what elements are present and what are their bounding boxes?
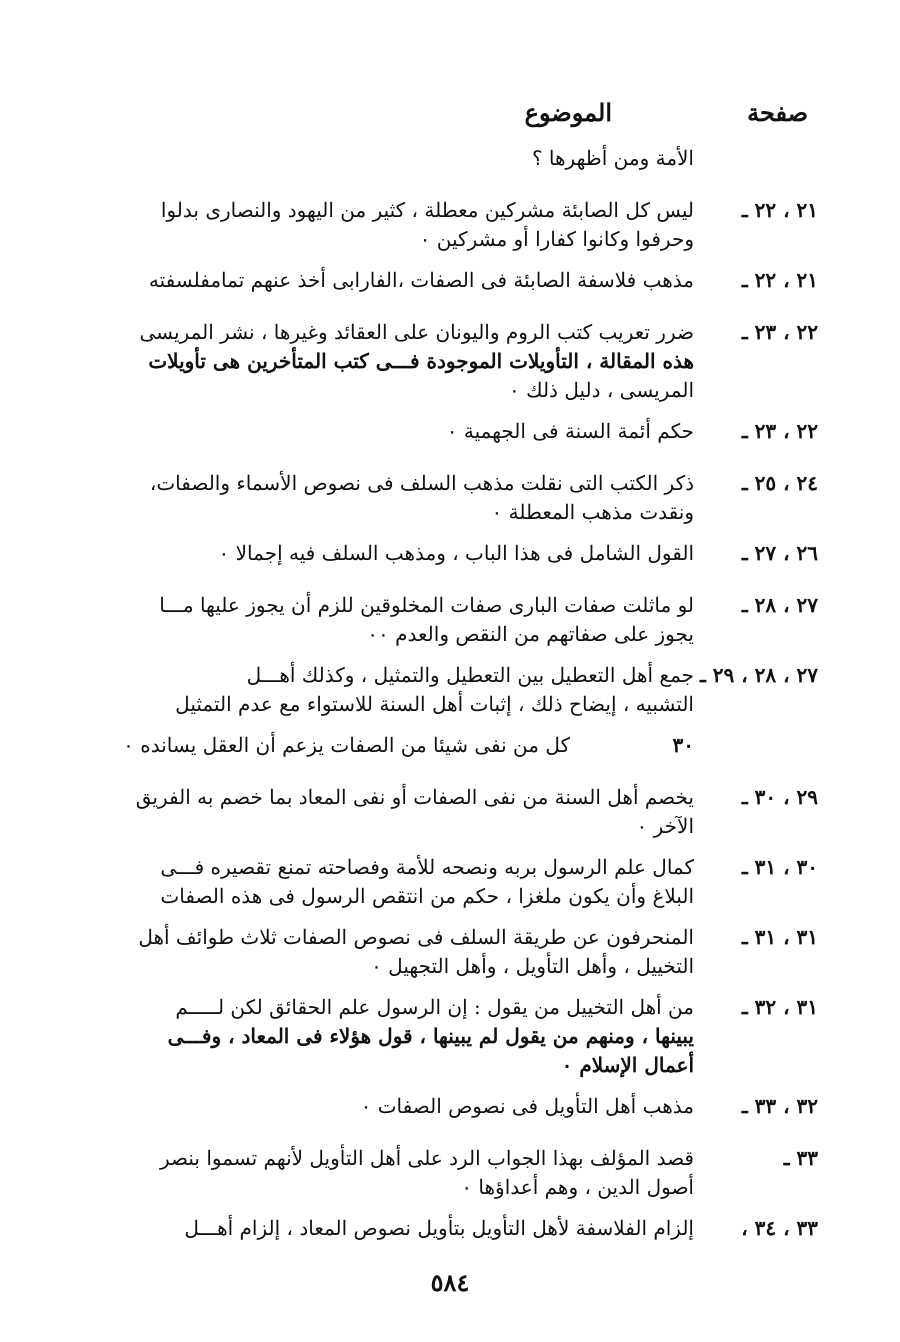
page-reference: ٢١ ، ٢٢ ـ	[741, 268, 818, 292]
entry-line	[78, 318, 818, 347]
index-entry	[78, 591, 818, 649]
entry-line	[78, 539, 818, 568]
entry-text-line: يخصم أهل السنة من نفى الصفات أو نفى المعاد بما خصم به الفريق	[135, 785, 694, 809]
entry-text-line: إلزام الفلاسفة لأهل التأويل بتأويل نصوص المعاد ، إلزام أهـــل	[184, 1216, 694, 1240]
entry-text-line: كل من نفى شيئا من الصفات يزعم أن العقل يسانده ٠	[123, 733, 570, 757]
index-entry	[78, 853, 818, 911]
index-header	[92, 98, 808, 140]
index-entry	[78, 469, 818, 527]
entry-text-line: المنحرفون عن طريقة السلف فى نصوص الصفات ثلاث طوائف أهل	[138, 925, 694, 949]
entry-line	[78, 783, 818, 812]
page-reference: ٢١ ، ٢٢ ـ	[741, 198, 818, 222]
entry-text-line: التشبيه ، إيضاح ذلك ، إثبات أهل السنة للاستواء مع عدم التمثيل	[175, 692, 694, 716]
entry-text-line: الآخر ٠	[636, 814, 694, 838]
entry-text-line: ضرر تعريب كتب الروم واليونان على العقائد وغيرها ، نشر المريسى	[139, 320, 694, 344]
entry-line	[78, 469, 818, 498]
index-entry	[78, 266, 818, 306]
index-entry	[78, 731, 818, 771]
index-entries	[78, 144, 818, 1266]
page-reference: ٣٣ ـ	[783, 1146, 818, 1170]
entry-line	[78, 993, 818, 1022]
entry-text-line: يجوز على صفاتهم من النقص والعدم ٠٠	[367, 622, 694, 646]
index-entry	[78, 661, 818, 719]
entry-text-line: كمال علم الرسول بربه ونصحه للأمة وفصاحته تمنع تقصيره فـــى	[160, 855, 694, 879]
entry-line	[78, 1092, 818, 1121]
entry-text-line: مذهب أهل التأويل فى نصوص الصفات ٠	[360, 1094, 694, 1118]
page-reference: ٣١ ، ٣٢ ـ	[741, 995, 818, 1019]
index-entry	[78, 923, 818, 981]
index-entry	[78, 144, 818, 184]
entry-line	[78, 661, 818, 690]
index-entry	[78, 539, 818, 579]
entry-line	[78, 1144, 818, 1173]
entry-text-line: المريسى ، دليل ذلك ٠	[509, 378, 694, 402]
entry-text-line: يبينها ، ومنهم من يقول لم يبينها ، قول هؤلاء فى المعاد ، وفـــى	[167, 1024, 694, 1048]
entry-text-line: لو ماثلت صفات البارى صفات المخلوقين للزم أن يجوز عليها مـــا	[159, 593, 694, 617]
page-reference: ٣١ ، ٣١ ـ	[741, 925, 818, 949]
page-reference: ٣٠	[672, 733, 694, 757]
page-reference: ٢٦ ، ٢٧ ـ	[741, 541, 818, 565]
page-reference: ٢٢ ، ٢٣ ـ	[741, 320, 818, 344]
index-entry	[78, 993, 818, 1080]
entry-text-line: القول الشامل فى هذا الباب ، ومذهب السلف فيه إجمالا ٠	[218, 541, 694, 565]
page-reference: ٢٩ ، ٣٠ ـ	[741, 785, 818, 809]
entry-text-line: هذه المقالة ، التأويلات الموجودة فـــى كتب المتأخرين هى تأويلات	[148, 349, 694, 373]
entry-text-line: أصول الدين ، وهم أعداؤها ٠	[461, 1175, 694, 1199]
page-reference: ٣٢ ، ٣٣ ـ	[741, 1094, 818, 1118]
page-reference: ٣٣ ، ٣٤ ،	[741, 1216, 818, 1240]
index-entry	[78, 318, 818, 405]
index-entry	[78, 417, 818, 457]
entry-text-line: ونقدت مذهب المعطلة ٠	[491, 500, 694, 524]
page-reference: ٢٢ ، ٢٣ ـ	[741, 419, 818, 443]
index-entry	[78, 1144, 818, 1202]
entry-line	[78, 417, 818, 446]
topic-column-label: الموضوع	[524, 98, 612, 127]
entry-line	[78, 266, 818, 295]
entry-text-line: التخييل ، وأهل التأويل ، وأهل التجهيل ٠	[371, 954, 694, 978]
entry-line	[78, 731, 694, 760]
entry-text-line: مذهب فلاسفة الصابئة فى الصفات ،الفارابى أخذ عنهم تمامفلسفته	[148, 268, 694, 292]
entry-line	[78, 196, 818, 225]
page-column-label: صفحة	[747, 98, 808, 127]
entry-line	[78, 591, 818, 620]
entry-line	[78, 923, 818, 952]
entry-line	[78, 853, 818, 882]
index-entry	[78, 1214, 818, 1254]
page-reference: ٢٧ ، ٢٨ ـ	[741, 593, 818, 617]
entry-text-line: من أهل التخييل من يقول : إن الرسول علم الحقائق لكن لـــــم	[175, 995, 694, 1019]
entry-text-line: وحرفوا وكانوا كفارا أو مشركين ٠	[419, 227, 694, 251]
page-reference: ٢٧ ، ٢٨ ، ٢٩ ـ	[699, 663, 818, 687]
entry-text-line: البلاغ وأن يكون ملغزا ، حكم من انتقص الرسول فى هذه الصفات	[160, 884, 694, 908]
entry-text-line: حكم أئمة السنة فى الجهمية ٠	[446, 419, 694, 443]
index-entry	[78, 783, 818, 841]
page-number: ٥٨٤	[430, 1268, 470, 1297]
entry-text-line: ذكر الكتب التى نقلت مذهب السلف فى نصوص الأسماء والصفات،	[149, 471, 694, 495]
entry-text-line: أعمال الإسلام ٠	[561, 1053, 694, 1077]
entry-text-line: الأمة ومن أظهرها ؟	[531, 146, 694, 170]
entry-text-line: ليس كل الصابئة مشركين معطلة ، كثير من اليهود والنصارى بدلوا	[160, 198, 694, 222]
index-entry	[78, 196, 818, 254]
page-reference: ٣٠ ، ٣١ ـ	[741, 855, 818, 879]
page-reference: ٢٤ ، ٢٥ ـ	[741, 471, 818, 495]
entry-text-line: جمع أهل التعطيل بين التعطيل والتمثيل ، وكذلك أهـــل	[246, 663, 694, 687]
index-entry	[78, 1092, 818, 1132]
entry-line	[78, 1214, 818, 1243]
entry-text-line: قصد المؤلف بهذا الجواب الرد على أهل التأويل لأنهم تسموا بنصر	[160, 1146, 694, 1170]
